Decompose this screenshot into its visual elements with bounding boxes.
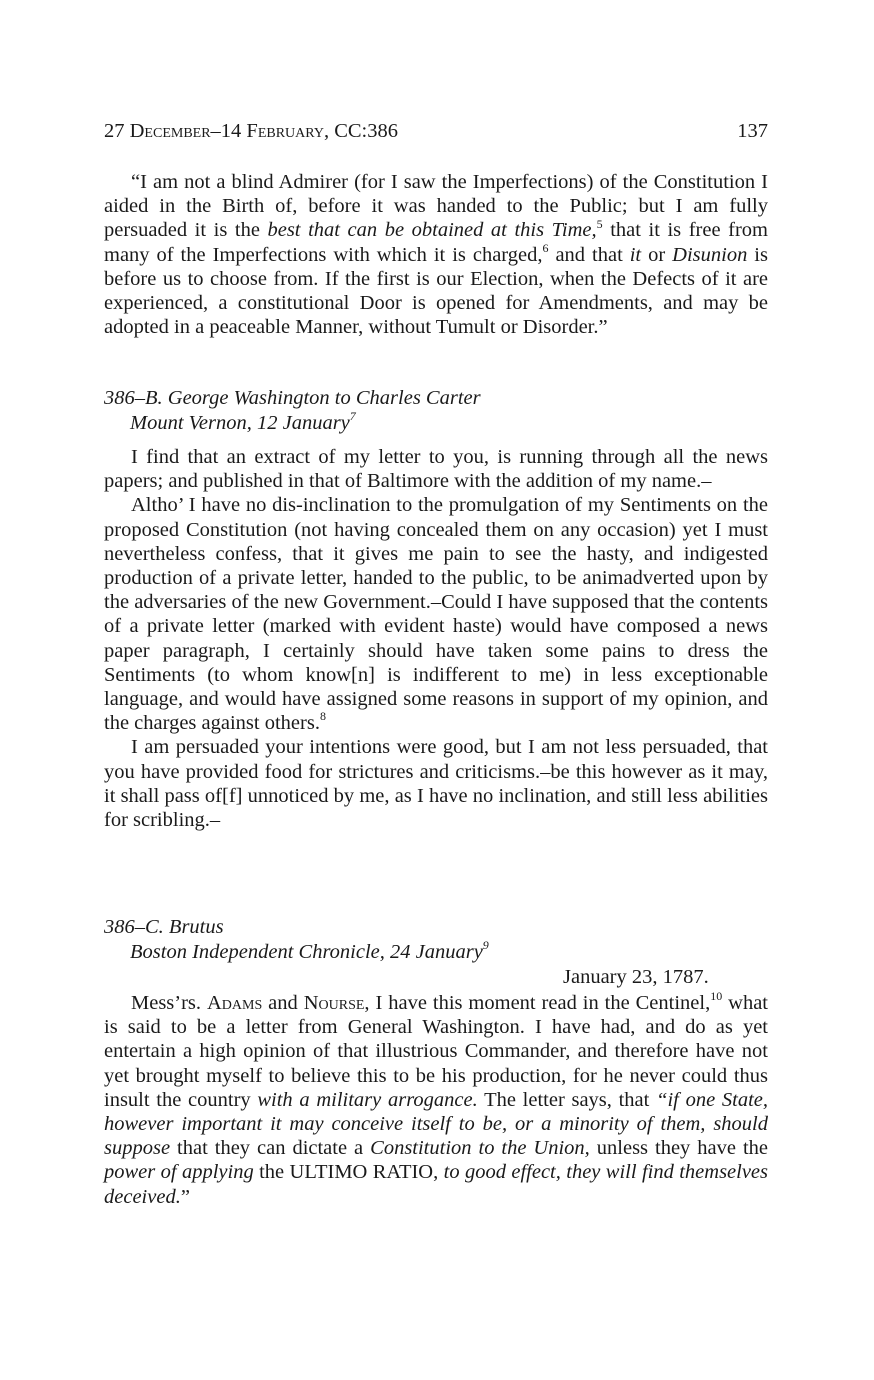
doc-c-paragraph [104, 991, 768, 1209]
doc-c-text-b: what is said to be a letter from General Washington. I have had, and do as yet entertain a high opinion of that illustrious Commander, and therefore have not yet brought myself to believe this to be his production, for he never could thus insult the country [104, 992, 768, 1111]
footnote-ref-10: 10 [710, 989, 723, 1004]
doc-b-paragraph-3: I am persuaded your intentions were good, but I am not less persuaded, that you have provided food for strictures and criticisms.–be this however as it may, it shall pass of[f] unnoticed by me, as I have no inclination, and still less abilities for scribling.– [104, 736, 768, 832]
running-head-title: 27 December–14 February, CC:386 [104, 120, 398, 142]
doc-c-italic-d: power of applying [104, 1161, 254, 1184]
doc-c-italic-a: with a military arrogance. [257, 1088, 478, 1111]
doc-c-heading [104, 915, 489, 965]
doc-c-text-f: the ULTIMO RATIO, [253, 1161, 444, 1184]
doc-b-paragraph-2 [104, 493, 768, 735]
doc-b-source [104, 411, 481, 436]
doc-c-italic-b: “if one State, however important it may conceive itself to be, or a minority of them, should suppose [104, 1088, 768, 1160]
doc-c-name-adams: Adams [206, 992, 263, 1014]
quote-italic-2: it [629, 243, 642, 266]
footnote-ref-7: 7 [349, 409, 356, 424]
quote-text-1: “I am not a blind Admirer (for I saw the Imperfections) of the Constitution I aided in the Birth of, before it was handed to the Public; but I am fully persuaded it is the [104, 171, 768, 242]
doc-c-text-d: that they can dictate a [170, 1137, 371, 1160]
doc-b-title: 386–B. George Washington to Charles Carter [104, 387, 481, 409]
quote-text-3: and that [548, 243, 630, 266]
doc-b-paragraph-2-text: Altho’ I have no dis-inclination to the promulgation of my Sentiments on the proposed Constitution (not having concealed them on any occasion) yet I must nevertheless confess, that it gives me pain to see the hasty, and indigested production of a private letter, handed to the public, to be animadverted upon by the adversaries of the new Government.–Could I have supposed that the contents of a private letter (marked with evident haste) would have composed a news paper paragraph, I certainly should have taken some pains to dress the Sentiments (to whom know[n] is indifferent to me) in less exceptionable language, and would have assigned some reasons in support of my opinion, and the charges against others. [104, 494, 768, 735]
doc-c-source-text: Boston Independent Chronicle, 24 January [130, 941, 483, 963]
doc-c-dateline: January 23, 1787. [563, 966, 709, 988]
doc-c-text-e: unless they have the [589, 1137, 768, 1160]
quote-text-2: that it is free from many of the Imperfections with which it is charged, [104, 219, 768, 266]
doc-c-body [104, 991, 768, 1209]
doc-b-body [104, 445, 768, 832]
footnote-ref-9: 9 [482, 938, 489, 953]
quote-italic-3: Disunion [672, 243, 748, 266]
quote-italic-1: best that can be obtained at this Time, [267, 219, 597, 242]
running-header [104, 120, 768, 150]
doc-c-name-nourse: Nourse [303, 992, 365, 1014]
doc-c-italic-c: Constitution to the Union, [370, 1137, 590, 1160]
doc-b-heading [104, 386, 481, 436]
doc-b-source-text: Mount Vernon, 12 January [130, 412, 350, 434]
doc-c-text-and: and [262, 992, 304, 1014]
doc-c-italic-e: to good effect, they will find themselves deceived. [104, 1161, 769, 1208]
quote-paragraph [104, 170, 768, 339]
quote-text-5: is before us to choose from. If the first is our Election, when the Defects of it are experienced, a constitutional Door is opened for Amendments, and may be adopted in a peaceable Manner, without Tumult or Disorder.” [104, 243, 768, 339]
doc-c-text-a: , I have this moment read in the Centinel, [364, 992, 711, 1014]
doc-c-title: 386–C. Brutus [104, 916, 224, 938]
footnote-ref-5: 5 [596, 216, 603, 231]
doc-c-source [104, 940, 489, 965]
doc-c-text-g: ” [180, 1185, 190, 1208]
page-number: 137 [737, 120, 768, 142]
doc-b-paragraph-1: I find that an extract of my letter to you, is running through all the news papers; and published in that of Baltimore with the addition of my name.– [104, 446, 768, 493]
doc-c-text-c: The letter says, that [477, 1088, 657, 1111]
quote-block [104, 170, 768, 339]
footnote-ref-8: 8 [319, 709, 326, 724]
quote-text-4: or [641, 243, 673, 266]
doc-c-text-start: Mess’rs. [131, 992, 207, 1014]
footnote-ref-6: 6 [542, 240, 549, 255]
